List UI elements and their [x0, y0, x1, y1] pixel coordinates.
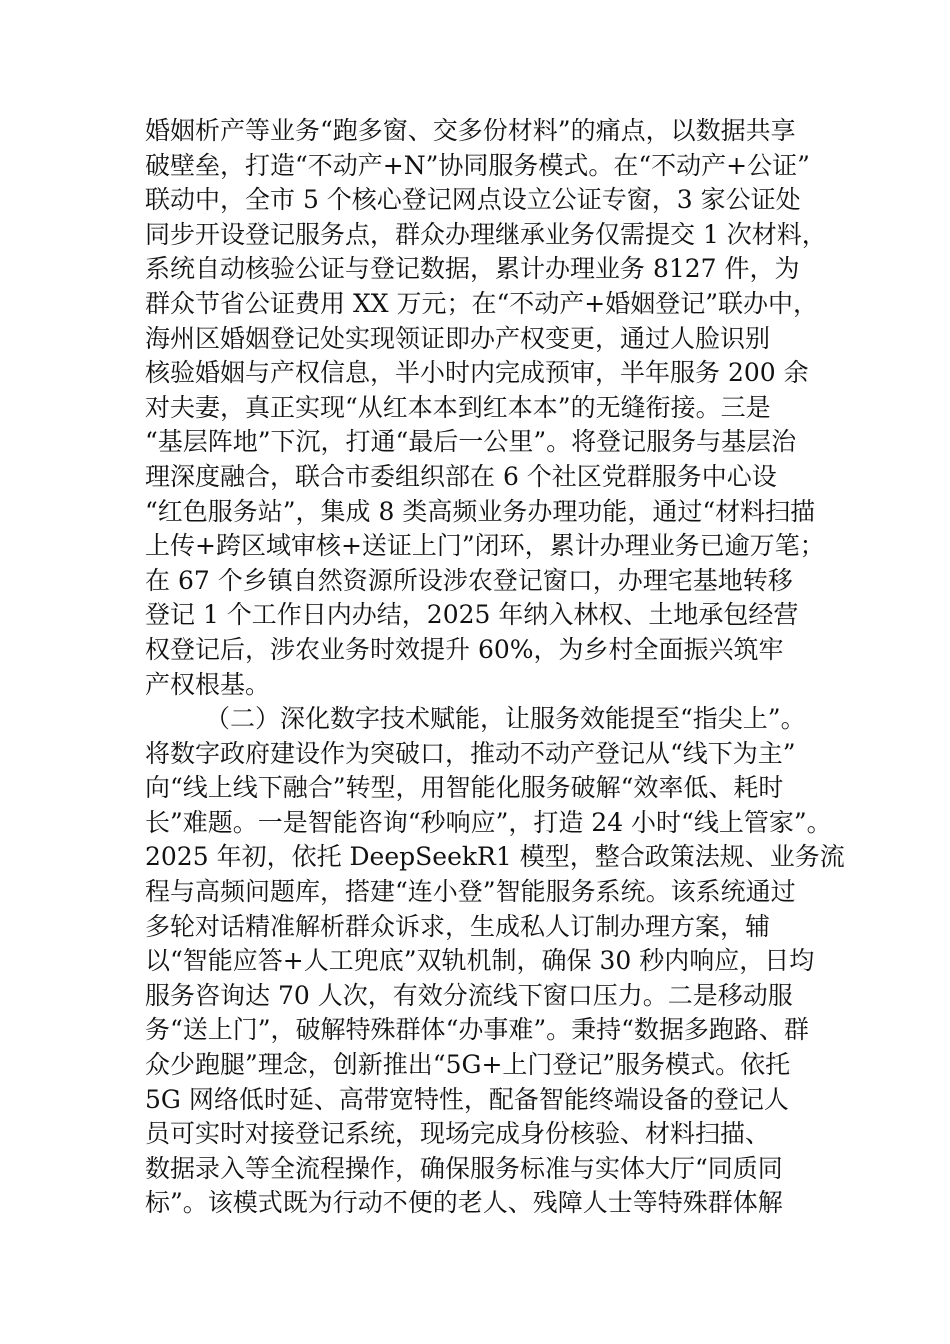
text-line: 员可实时对接登记系统，现场完成身份核验、材料扫描、	[145, 1119, 771, 1149]
text-line: 理深度融合，联合市委组织部在 6 个社区党群服务中心设	[145, 461, 777, 491]
text-line: “基层阵地”下沉，打通“最后一公里”。将登记服务与基层治	[145, 427, 797, 457]
text-line: 数据录入等全流程操作，确保服务标准与实体大厅“同质同	[145, 1153, 783, 1183]
text-line: 对夫妻，真正实现“从红本本到红本本”的无缝衔接。三是	[145, 392, 771, 422]
text-line: 系统自动核验公证与登记数据，累计办理业务 8127 件，为	[145, 254, 800, 284]
text-line: 将数字政府建设作为突破口，推动不动产登记从“线下为主”	[145, 738, 796, 768]
text-line: 权登记后，涉农业务时效提升 60%，为乡村全面振兴筑牢	[145, 634, 784, 664]
text-line: 务“送上门”，破解特殊群体“办事难”。秉持“数据多跑路、群	[145, 1015, 809, 1045]
text-line: 程与高频问题库，搭建“连小登”智能服务系统。该系统通过	[145, 877, 796, 907]
text-line: 在 67 个乡镇自然资源所设涉农登记窗口，办理宅基地转移	[145, 565, 793, 595]
text-line: 长”难题。一是智能咨询“秒响应”，打造 24 小时“线上管家”。	[145, 807, 832, 837]
section-heading-line: （二）深化数字技术赋能，让服务效能提至“指尖上”。	[205, 704, 806, 734]
body-text	[145, 114, 845, 1221]
text-line: 产权根基。	[145, 669, 271, 699]
text-line: 多轮对话精准解析群众诉求，生成私人订制办理方案，辅	[145, 911, 771, 941]
text-line: 群众节省公证费用 XX 万元；在“不动产+婚姻登记”联办中，	[145, 288, 819, 318]
text-line: 2025 年初，依托 DeepSeekR1 模型，整合政策法规、业务流	[145, 842, 845, 872]
text-line: “红色服务站”，集成 8 类高频业务办理功能，通过“材料扫描	[145, 496, 816, 526]
text-line: 服务咨询达 70 人次，有效分流线下窗口压力。二是移动服	[145, 980, 793, 1010]
text-line: 标”。该模式既为行动不便的老人、残障人士等特殊群体解	[145, 1188, 783, 1218]
text-line: 众少跑腿”理念，创新推出“5G+上门登记”服务模式。依托	[145, 1050, 791, 1080]
text-line: 以“智能应答+人工兜底”双轨机制，确保 30 秒内响应，日均	[145, 946, 815, 976]
text-line: 海州区婚姻登记处实现领证即办产权变更，通过人脸识别	[145, 323, 771, 353]
text-line: 上传+跨区域审核+送证上门”闭环，累计办理业务已逾万笔；	[145, 531, 825, 561]
text-line: 5G 网络低时延、高带宽特性，配备智能终端设备的登记人	[145, 1084, 789, 1114]
text-line: 同步开设登记服务点，群众办理继承业务仅需提交 1 次材料，	[145, 219, 827, 249]
text-line: 婚姻析产等业务“跑多窗、交多份材料”的痛点，以数据共享	[145, 116, 796, 145]
text-line: 登记 1 个工作日内办结，2025 年纳入林权、土地承包经营	[145, 600, 799, 630]
text-line: 联动中，全市 5 个核心登记网点设立公证专窗，3 家公证处	[145, 185, 801, 215]
text-line: 核验婚姻与产权信息，半小时内完成预审，半年服务 200 余	[145, 358, 809, 388]
text-line: 破壁垒，打造“不动产+N”协同服务模式。在“不动产+公证”	[145, 150, 810, 180]
text-line: 向“线上线下融合”转型，用智能化服务破解“效率低、耗时	[145, 773, 784, 803]
